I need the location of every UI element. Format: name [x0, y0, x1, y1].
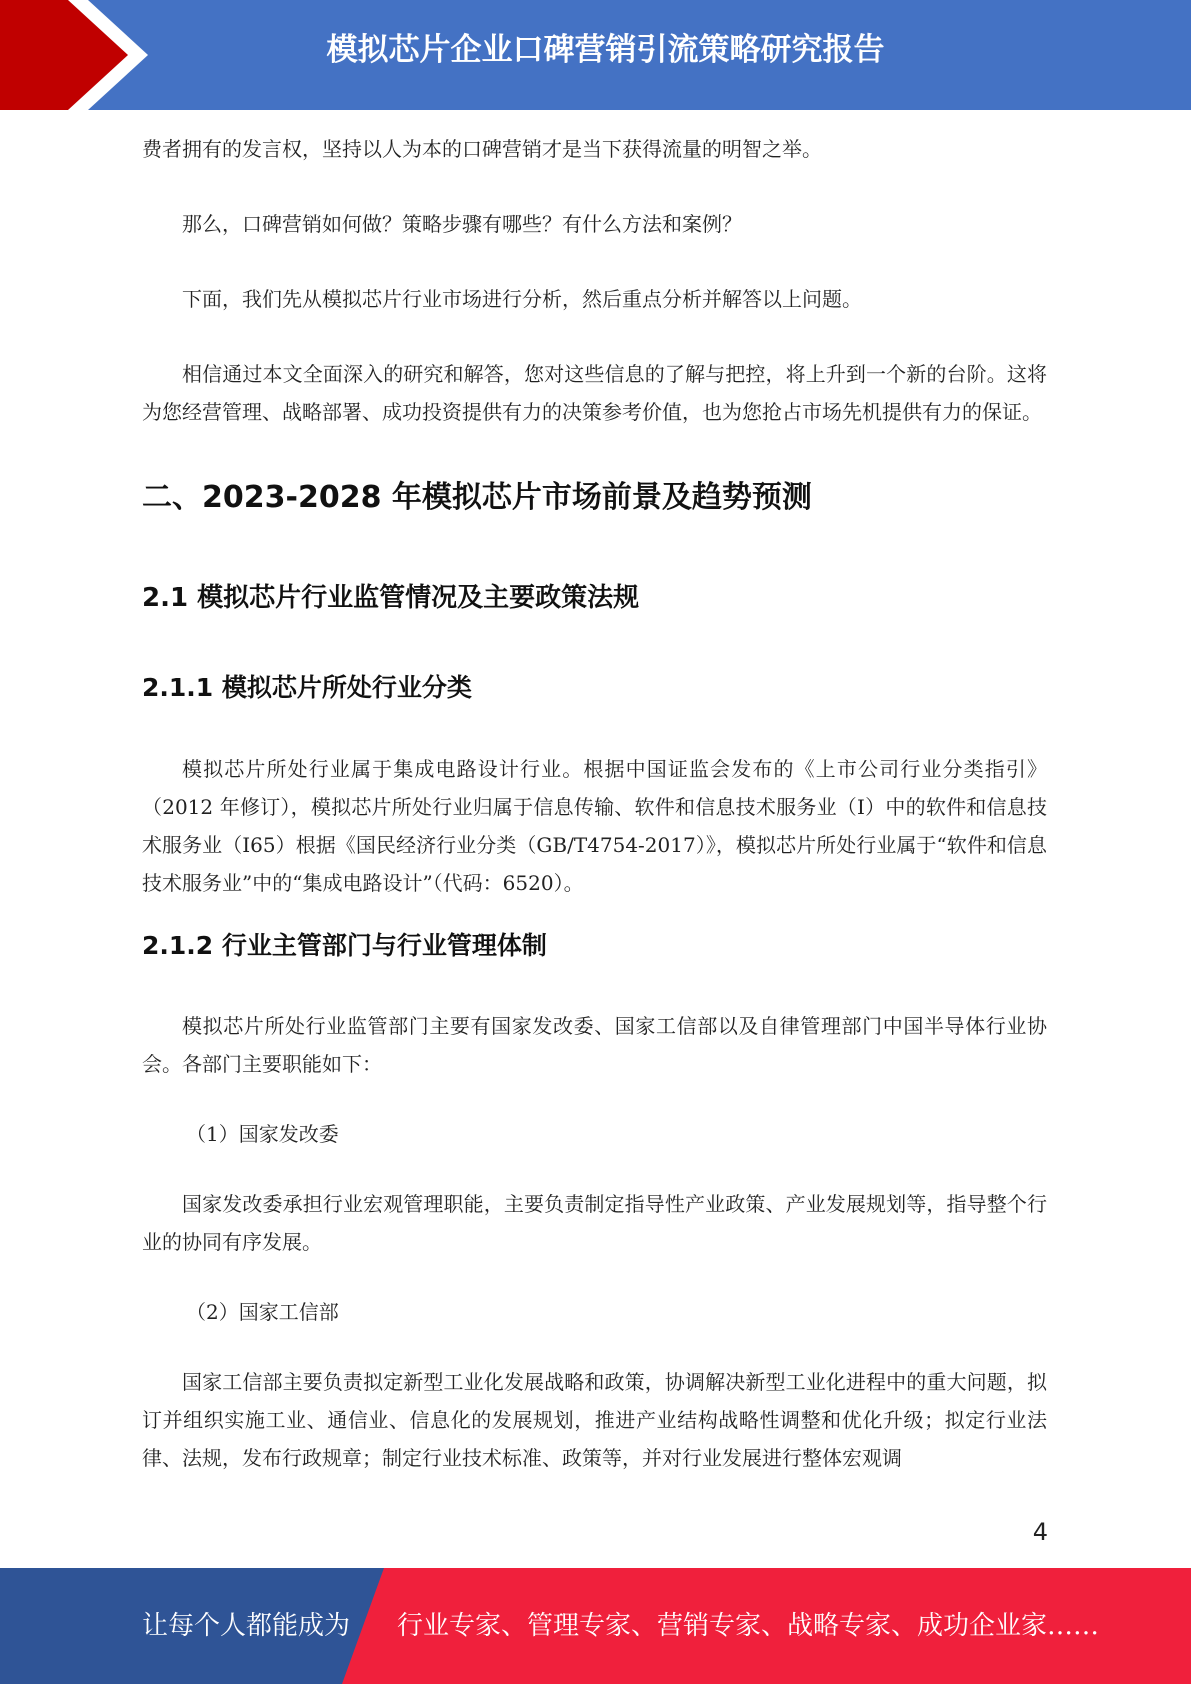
subsubsection-heading: 2.1.1 模拟芯片所处行业分类: [142, 673, 472, 702]
paragraph: 下面，我们先从模拟芯片行业市场进行分析，然后重点分析并解答以上问题。: [182, 287, 862, 311]
paragraph: 模拟芯片所处行业监管部门主要有国家发改委、国家工信部以及自律管理部门中国半导体行业协会。各部门主要职能如下：: [142, 1014, 1047, 1076]
paragraph: 费者拥有的发言权，坚持以人为本的口碑营销才是当下获得流量的明智之举。: [142, 137, 822, 161]
list-item: （1）国家发改委: [186, 1122, 339, 1146]
document-body: [142, 130, 1047, 1477]
subsection-heading: 2.1 模拟芯片行业监管情况及主要政策法规: [142, 583, 640, 613]
page-footer: [0, 1568, 1191, 1684]
paragraph: 那么，口碑营销如何做？策略步骤有哪些？有什么方法和案例？: [182, 212, 742, 236]
subsubsection-heading: 2.1.2 行业主管部门与行业管理体制: [142, 931, 547, 960]
paragraph: 国家工信部主要负责拟定新型工业化发展战略和政策，协调解决新型工业化进程中的重大问题，拟订并组织实施工业、通信业、信息化的发展规划，推进产业结构战略性调整和优化升级；拟定行业法律、法规，发布行政规章；制定行业技术标准、政策等，并对行业发展进行整体宏观调: [142, 1370, 1047, 1470]
page-number: 4: [1032, 1518, 1048, 1546]
paragraph: 模拟芯片所处行业属于集成电路设计行业。根据中国证监会发布的《上市公司行业分类指引》（2012 年修订），模拟芯片所处行业归属于信息传输、软件和信息技术服务业（I）中的软件和信息技术服务业（I65）根据《国民经济行业分类（GB/T4754-2017）》，模拟芯片所处行业属于“软件和信息技术服务业”中的“集成电路设计”（代码：6520）。: [142, 757, 1047, 895]
section-heading: 二、2023-2028 年模拟芯片市场前景及趋势预测: [142, 480, 812, 515]
footer-slogan-left: 让每个人都能成为: [142, 1611, 351, 1641]
footer-slogan-right: 行业专家、管理专家、营销专家、战略专家、成功企业家……: [397, 1611, 1100, 1641]
paragraph: 国家发改委承担行业宏观管理职能，主要负责制定指导性产业政策、产业发展规划等，指导整个行业的协同有序发展。: [142, 1192, 1047, 1254]
report-title: 模拟芯片企业口碑营销引流策略研究报告: [326, 32, 885, 68]
page-header: [0, 0, 1191, 110]
paragraph: 相信通过本文全面深入的研究和解答，您对这些信息的了解与把控，将上升到一个新的台阶。这将为您经营管理、战略部署、成功投资提供有力的决策参考价值，也为您抢占市场先机提供有力的保证。: [142, 362, 1047, 424]
list-item: （2）国家工信部: [186, 1300, 339, 1324]
